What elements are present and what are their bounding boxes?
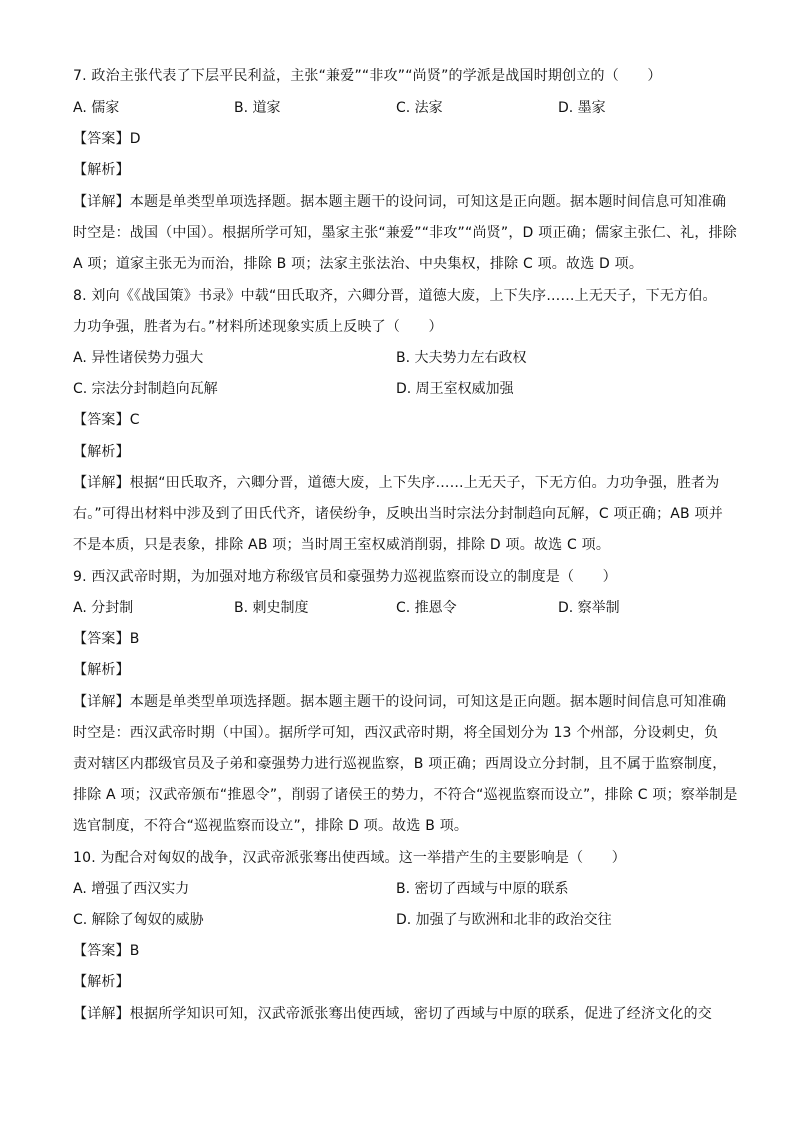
question-7-analysis-label: 【解析】 (73, 162, 130, 178)
question-8-answer: 【答案】C (73, 412, 140, 428)
question-10-stem: 10. 为配合对匈奴的战争，汉武帝派张骞出使西域。这一举措产生的主要影响是（ ） (73, 850, 626, 866)
question-7-option-b: B. 道家 (234, 100, 281, 116)
question-9-detail-line: 排除 A 项；汉武帝颁布“推恩令”，削弱了诸侯王的势力，不符合“巡视监察而设立”，排除 C 项；察举制是 (73, 787, 738, 803)
question-8-option-d: D. 周王室权威加强 (396, 381, 514, 397)
question-9-stem: 9. 西汉武帝时期，为加强对地方称级官员和豪强势力巡视监察而设立的制度是（ ） (73, 569, 617, 585)
question-7-option-a: A. 儒家 (73, 100, 120, 116)
question-8-stem: 力功争强，胜者为右。”材料所述现象实质上反映了（ ） (73, 319, 443, 335)
question-7-answer: 【答案】D (73, 131, 141, 147)
question-10-option-a: A. 增强了西汉实力 (73, 881, 190, 897)
question-9-option-d: D. 察举制 (558, 600, 620, 616)
question-9-analysis-label: 【解析】 (73, 662, 130, 678)
question-7-option-c: C. 法家 (396, 100, 443, 116)
question-9-option-b: B. 刺史制度 (234, 600, 309, 616)
question-8-detail-line: 不是本质，只是表象，排除 AB 项；当时周王室权威消削弱，排除 D 项。故选 C 项。 (73, 537, 611, 553)
question-9-detail-line: 【详解】本题是单类型单项选择题。据本题主题干的设问词，可知这是正向题。据本题时间信息可知准确 (73, 694, 727, 710)
question-7-option-d: D. 墨家 (558, 100, 606, 116)
question-9-option-c: C. 推恩令 (396, 600, 457, 616)
question-10-detail-line: 【详解】根据所学知识可知，汉武帝派张骞出使西域，密切了西域与中原的联系，促进了经济文化的交 (73, 1006, 712, 1022)
question-8-option-c: C. 宗法分封制趋向瓦解 (73, 381, 218, 397)
question-10-answer: 【答案】B (73, 943, 140, 959)
question-10-option-b: B. 密切了西域与中原的联系 (396, 881, 569, 897)
question-10-analysis-label: 【解析】 (73, 974, 130, 990)
question-9-detail-line: 选官制度，不符合“巡视监察而设立”，排除 D 项。故选 B 项。 (73, 818, 469, 834)
question-7-detail-line: A 项；道家主张无为而治，排除 B 项；法家主张法治、中央集权，排除 C 项。故选 D 项。 (73, 256, 644, 272)
question-10-option-c: C. 解除了匈奴的威胁 (73, 912, 204, 928)
question-7-detail-line: 【详解】本题是单类型单项选择题。据本题主题干的设问词，可知这是正向题。据本题时间信息可知准确 (73, 194, 727, 210)
question-10-option-d: D. 加强了与欧洲和北非的政治交往 (396, 912, 612, 928)
question-8-detail-line: 右。”可得出材料中涉及到了田氏代齐，诸侯纷争，反映出当时宗法分封制趋向瓦解，C 项正确；AB 项并 (73, 506, 723, 522)
question-9-detail-line: 时空是：西汉武帝时期（中国）。据所学可知，西汉武帝时期，将全国划分为 13 个州部，分设刺史，负 (73, 725, 719, 741)
question-9-answer: 【答案】B (73, 631, 140, 647)
question-7-detail-line: 时空是：战国（中国）。根据所学可知，墨家主张“兼爱”“非攻”“尚贤”，D 项正确；儒家主张仁、礼，排除 (73, 225, 737, 241)
question-9-option-a: A. 分封制 (73, 600, 134, 616)
question-8-detail-line: 【详解】根据“田氏取齐，六卿分晋，道德大废，上下失序……上无天子，下无方伯。力功争强，胜者为 (73, 475, 720, 491)
question-8-analysis-label: 【解析】 (73, 444, 130, 460)
question-8-stem: 8. 刘向《《战国策》书录》中载“田氏取齐，六卿分晋，道德大废，上下失序……上无天子，下无方伯。 (73, 288, 717, 304)
question-8-option-a: A. 异性诸侯势力强大 (73, 350, 204, 366)
question-7-stem: 7. 政治主张代表了下层平民利益，主张“兼爱”“非攻”“尚贤”的学派是战国时期创立的（ ） (73, 68, 662, 84)
question-9-detail-line: 责对辖区内郡级官员及子弟和豪强势力进行巡视监察，B 项正确；西周设立分封制，且不属于监察制度， (73, 756, 727, 772)
question-8-option-b: B. 大夫势力左右政权 (396, 350, 527, 366)
